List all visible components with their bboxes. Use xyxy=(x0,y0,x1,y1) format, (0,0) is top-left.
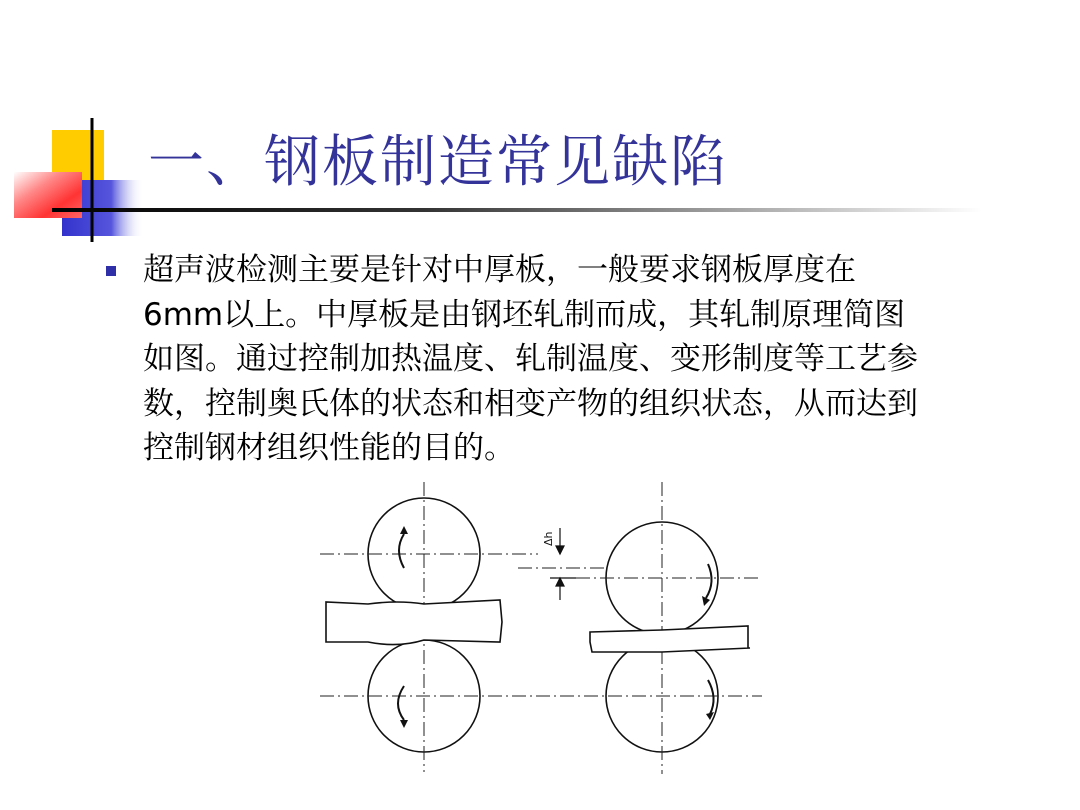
slab-exit xyxy=(590,626,750,652)
square-bullet-icon xyxy=(106,266,116,276)
bullet-line-3: 如图。通过控制加热温度、轧制温度、变形制度等工艺参 xyxy=(143,341,918,377)
slab-entry xyxy=(326,600,502,645)
bullet-line-4: 数，控制奥氏体的状态和相变产物的组织状态，从而达到 xyxy=(143,385,918,422)
bullet-line-2: 6mm以上。中厚板是由钢坯轧制而成，其轧制原理简图 xyxy=(143,296,906,333)
bullet-line-5: 控制钢材组织性能的目的。 xyxy=(143,430,515,466)
title-underline xyxy=(52,208,982,212)
rolling-principle-diagram xyxy=(318,482,768,782)
bullet-line-1: 超声波检测主要是针对中厚板，一般要求钢板厚度在 xyxy=(143,252,856,288)
delta-h-label: Δh xyxy=(542,531,555,546)
slide-title: 一、钢板制造常见缺陷 xyxy=(148,130,728,195)
bullet-paragraph xyxy=(143,248,1063,471)
title-corner-decoration xyxy=(0,0,150,250)
